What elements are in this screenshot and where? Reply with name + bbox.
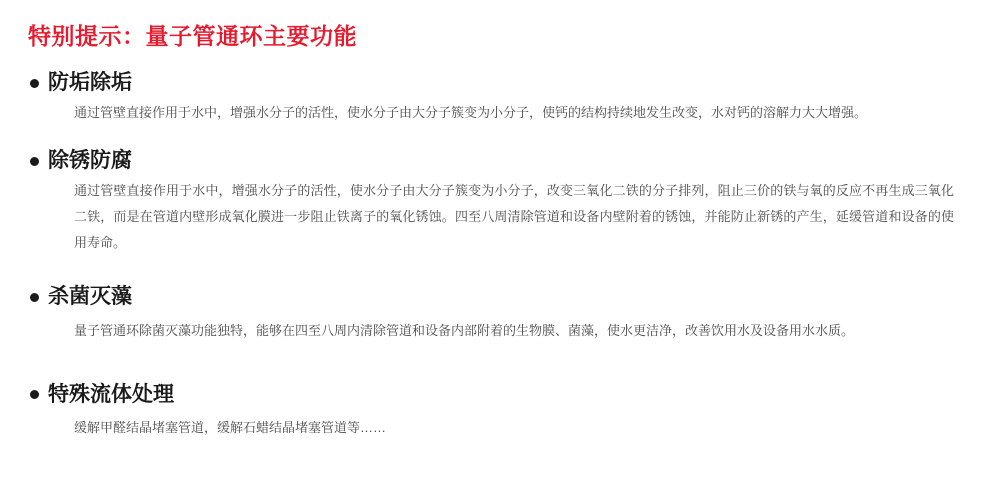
bullet-icon <box>30 390 39 399</box>
section-heading-row <box>24 148 979 174</box>
section-body: 通过管壁直接作用于水中，增强水分子的活性，使水分子由大分子簇变为小分子，改变三氧化二铁的分子排列，阻止三价的铁与氧的反应不再生成三氧化二铁，而是在管道内壁形成氧化膜进一步阻止铁离子的氧化锈蚀。四至八周清除管道和设备内壁附着的锈蚀，并能防止新锈的产生，延缓管道和设备的使用寿命。 <box>74 183 954 251</box>
section-heading-row <box>24 70 979 96</box>
page-title: 特别提示：量子管通环主要功能 <box>28 23 357 49</box>
section-heading-row <box>24 382 979 408</box>
section-title: 防垢除垢 <box>48 70 132 94</box>
bullet-icon <box>30 293 39 302</box>
section-heading-row <box>24 284 979 310</box>
section-title: 特殊流体处理 <box>48 382 174 406</box>
bullet-icon <box>30 79 39 88</box>
section-body: 通过管壁直接作用于水中，增强水分子的活性，使水分子由大分子簇变为小分子，使钙的结构持续地发生改变，水对钙的溶解力大大增强。 <box>74 105 868 121</box>
section-fangou-chugou <box>24 70 979 126</box>
section-body: 量子管通环除菌灭藻功能独特，能够在四至八周内清除管道和设备内部附着的生物膜、菌藻，使水更洁净，改善饮用水及设备用水水质。 <box>74 322 855 338</box>
bullet-icon <box>30 157 39 166</box>
section-shajun-miezao <box>24 284 979 343</box>
section-body: 缓解甲醛结晶堵塞管道，缓解石蜡结晶堵塞管道等…… <box>74 419 387 435</box>
section-title: 除锈防腐 <box>48 149 132 173</box>
section-title: 杀菌灭藻 <box>48 285 132 309</box>
section-chuxiu-fangfu <box>24 148 979 256</box>
section-teshu-liuti-chuli <box>24 382 979 441</box>
